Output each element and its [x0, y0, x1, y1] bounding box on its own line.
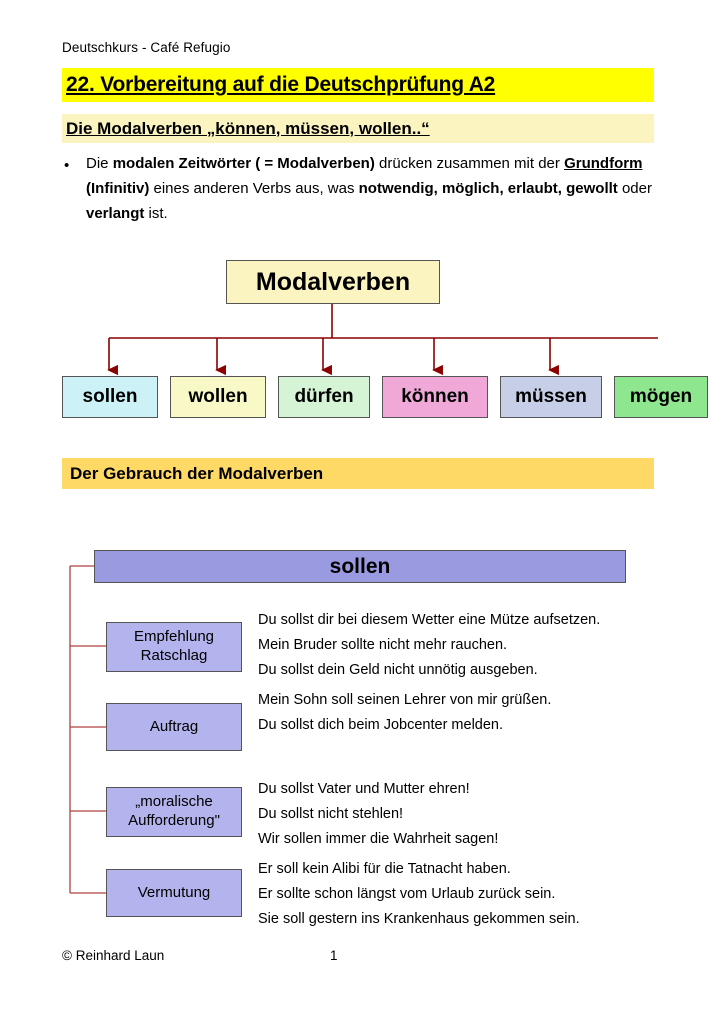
section-subtitle [62, 114, 654, 143]
usage-category-vermutung [106, 869, 242, 917]
usage-examples-vermutung [258, 857, 580, 932]
example-sentence: Du sollst nicht stehlen! [258, 805, 404, 822]
modal-verb-dürfen [278, 376, 370, 418]
intro-fragment: Die [86, 155, 113, 172]
usage-section-label: Der Gebrauch der Modalverben [70, 463, 324, 483]
usage-category-label: Vermutung [137, 883, 211, 901]
intro-fragment: (Infinitiv) [86, 179, 150, 197]
example-sentence: Du sollst dein Geld nicht unnötig ausgeben. [258, 661, 538, 678]
intro-fragment: ist. [144, 204, 168, 222]
usage-category-label: Empfehlung [133, 628, 215, 646]
usage-examples-empfehlung [258, 608, 600, 683]
example-sentence: Du sollst Vater und Mutter ehren! [258, 781, 470, 797]
intro-text [86, 152, 654, 226]
diagram-root-box [226, 260, 440, 304]
page-content [62, 0, 693, 1018]
example-sentence: Er sollte schon längst vom Urlaub zurück sein. [258, 885, 556, 902]
usage-examples-moralische-aufforderung [258, 777, 498, 852]
diagram-root-label: Modalverben [255, 267, 411, 296]
intro-fragment: modalen Zeitwörter ( = Modalverben) [112, 155, 375, 172]
footer-copyright: © Reinhard Laun [62, 948, 165, 963]
page-title-text: 22. Vorbereitung auf die Deutschprüfung A2 [66, 73, 496, 96]
usage-category-empfehlung [106, 622, 242, 672]
example-sentence: Du sollst dich beim Jobcenter melden. [258, 716, 504, 733]
modal-verb-label: können [401, 386, 469, 407]
modal-verb-label: sollen [82, 386, 138, 407]
usage-category-label: Aufforderung" [128, 812, 220, 829]
sollen-header-label: sollen [329, 554, 391, 578]
intro-fragment: eines anderen Verbs aus, was [149, 179, 359, 197]
usage-category-auftrag [106, 703, 242, 751]
modal-verb-mögen [614, 376, 708, 418]
example-sentence: Mein Sohn soll seinen Lehrer von mir grüßen. [258, 692, 552, 708]
modal-verb-label: dürfen [294, 386, 354, 407]
example-sentence: Du sollst dir bei diesem Wetter eine Mütze aufsetzen. [258, 612, 601, 628]
usage-category-moralische-aufforderung [106, 787, 242, 837]
page-title [62, 68, 654, 102]
modal-verb-können [382, 376, 488, 418]
example-sentence: Mein Bruder sollte nicht mehr rauchen. [258, 636, 508, 653]
modal-verb-müssen [500, 376, 602, 418]
intro-fragment: oder [617, 179, 652, 197]
intro-emphasis: Grundform [564, 155, 643, 172]
modal-verb-label: müssen [515, 386, 587, 407]
usage-category-label: Auftrag [149, 717, 199, 735]
usage-examples-auftrag [258, 688, 551, 738]
usage-section-bar [62, 458, 654, 489]
intro-fragment: drücken zusammen mit der [374, 155, 565, 172]
course-header: Deutschkurs - Café Refugio [62, 40, 231, 55]
modal-verb-wollen [170, 376, 266, 418]
example-sentence: Wir sollen immer die Wahrheit sagen! [258, 830, 499, 847]
modal-verb-label: wollen [188, 386, 248, 407]
footer-page-number: 1 [330, 948, 338, 963]
bullet-icon: • [64, 157, 70, 174]
sollen-header-bar [94, 550, 626, 583]
usage-category-label: „moralische [135, 793, 213, 811]
example-sentence: Er soll kein Alibi für die Tatnacht haben. [258, 861, 511, 877]
section-subtitle-text: Die Modalverben „können, müssen, wollen..“ [66, 118, 430, 138]
intro-fragment: verlangt [86, 204, 145, 222]
example-sentence: Sie soll gestern ins Krankenhaus gekommen sein. [258, 910, 580, 927]
modal-verb-label: mögen [629, 386, 693, 407]
usage-category-label: Ratschlag [140, 647, 208, 664]
modal-verb-sollen [62, 376, 158, 418]
intro-paragraph [64, 152, 654, 226]
intro-fragment: notwendig, möglich, erlaubt, gewollt [358, 179, 618, 197]
